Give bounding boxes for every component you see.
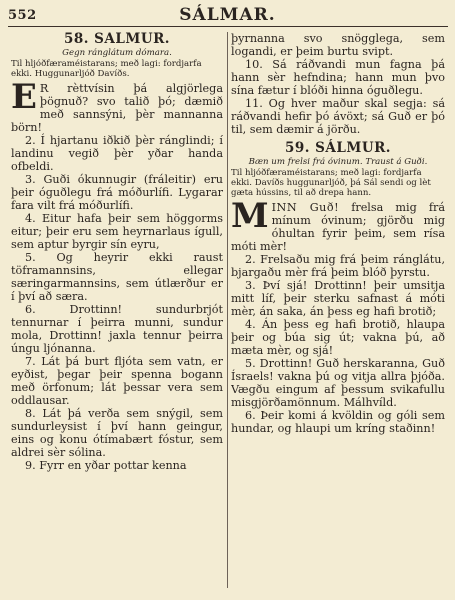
psalm-59-verse-4: 4. Án þess eg hafi brotið, hlaupa þeir og búa sig út; vakna þú, að mæta mèr, og sjá! bbox=[231, 318, 445, 357]
psalm-59-verse-5: 5. Drottinn! Guð herskaranna, Guð Ísraels! vakna þú og vitja allra þjóða. Vægðu eingum af þessum svikafullu misgjörðamönnum. Málhvíld. bbox=[231, 357, 445, 409]
running-title: SÁLMAR. bbox=[179, 5, 276, 25]
left-column bbox=[11, 32, 223, 596]
psalm-58-verse-10: 10. Sá ráðvandi mun fagna þá hann sèr hefndina; hann mun þvo sína fætur í blóði hinna óguðlegu. bbox=[231, 58, 445, 97]
psalm-59-verse-2: 2. Frelsaðu mig frá þeim ránglátu, bjargaðu mèr frá þeim blóð þyrstu. bbox=[231, 253, 445, 279]
psalm-58-verse-2: 2. Í hjartanu iðkið þèr ránglindi; í landinu vegið þèr yðar handa ofbeldi. bbox=[11, 134, 223, 173]
psalm-58-verse-4: 4. Eitur hafa þeir sem höggorms eitur; þeir eru sem heyrnarlaus ígull, sem aptur byrgir sín eyru, bbox=[11, 212, 223, 251]
psalm-58-verse-9: 9. Fyrr en yðar pottar kenna bbox=[25, 459, 187, 472]
column-divider bbox=[227, 32, 228, 588]
drop-cap: M bbox=[231, 196, 269, 236]
header-rule bbox=[8, 26, 448, 27]
drop-cap: E bbox=[11, 77, 37, 117]
psalm-59-verse-1 bbox=[231, 196, 445, 253]
verse-text: frelsa mig frá mínum óvinum; gjörðu mig óhultan fyrir þeim, sem rísa móti mèr! bbox=[231, 201, 445, 253]
psalm-59-subtitle: Bæn um frelsi frá óvinum. Traust á Guði. bbox=[248, 157, 428, 167]
psalm-58-verse-3: 3. Guði ókunnugir (fráleitir) eru þeir óguðlegu frá móðurlífi. Lygarar fara vilt frá móðurlífi. bbox=[11, 173, 223, 212]
psalm-59-verse-3: 3. Því sjá! Drottinn! þeir umsitja mitt líf, þeir sterku safnast á móti mèr, án saka, án þess eg hafi brotið; bbox=[231, 279, 445, 318]
psalm-58-verse-5: 5. Og heyrir ekki raust töframannsins, ellegar særingarmannsins, sem útlærður er í því að særa. bbox=[11, 251, 223, 303]
psalm-58-title: 58. SÁLMUR. bbox=[63, 32, 171, 47]
psalm-59-note: Til hljóðfæraméistarans; með lagi: fordjarfa ekki. Davíðs huggunarljóð, þá Sál sendi og lèt gæta hússins, til að drepa hann. bbox=[231, 168, 431, 198]
psalm-59-verse-6: 6. Þeir komi á kvöldin og góli sem hundar, og hlaupi um kríng staðinn! bbox=[231, 409, 445, 435]
psalm-58-verse-11: 11. Og hver maður skal segja: sá ráðvandi hefir þó ávöxt; sá Guð er þó til, sem dæmir á jörðu. bbox=[231, 97, 445, 136]
right-column bbox=[231, 32, 445, 596]
verse-opening: INN Guð! bbox=[271, 201, 340, 214]
verse-text: R rèttvísin þá algjörlega þögnuð? svo talið þó; dæmið með sannsýni, þèr mannanna börn! bbox=[11, 82, 223, 134]
psalm-58-note: Til hljóðfæraméistarans; með lagi: fordjarfa ekki. Huggunarljóð Davíðs. bbox=[11, 59, 202, 79]
psalm-58-subtitle: Gegn ránglátum dómara. bbox=[62, 48, 172, 58]
psalm-59-title: 59. SÁLMUR. bbox=[284, 140, 392, 156]
psalm-58-verse-7: 7. Lát þá burt fljóta sem vatn, er eyðist, þegar þeir spenna bogann með örfonum; lát þessar vera sem oddlausar. bbox=[11, 355, 223, 407]
psalm-58-verse-1 bbox=[11, 77, 223, 134]
psalm-58-verse-6: 6. Drottinn! sundurbrjót tennurnar í þeirra munni, sundur mola, Drottinn! jaxla tennur þeirra úngu ljónanna. bbox=[11, 303, 223, 355]
psalm-58-verse-9-continued: þyrnanna svo snögglega, sem logandi, er þeim burtu svipt. bbox=[231, 32, 445, 58]
page-number: 552 bbox=[8, 8, 37, 23]
psalm-58-verse-8: 8. Lát þá verða sem snýgil, sem sundurleysist í því hann geingur, eins og konu ótímabært fóstur, sem aldrei sèr sólina. bbox=[11, 407, 223, 459]
